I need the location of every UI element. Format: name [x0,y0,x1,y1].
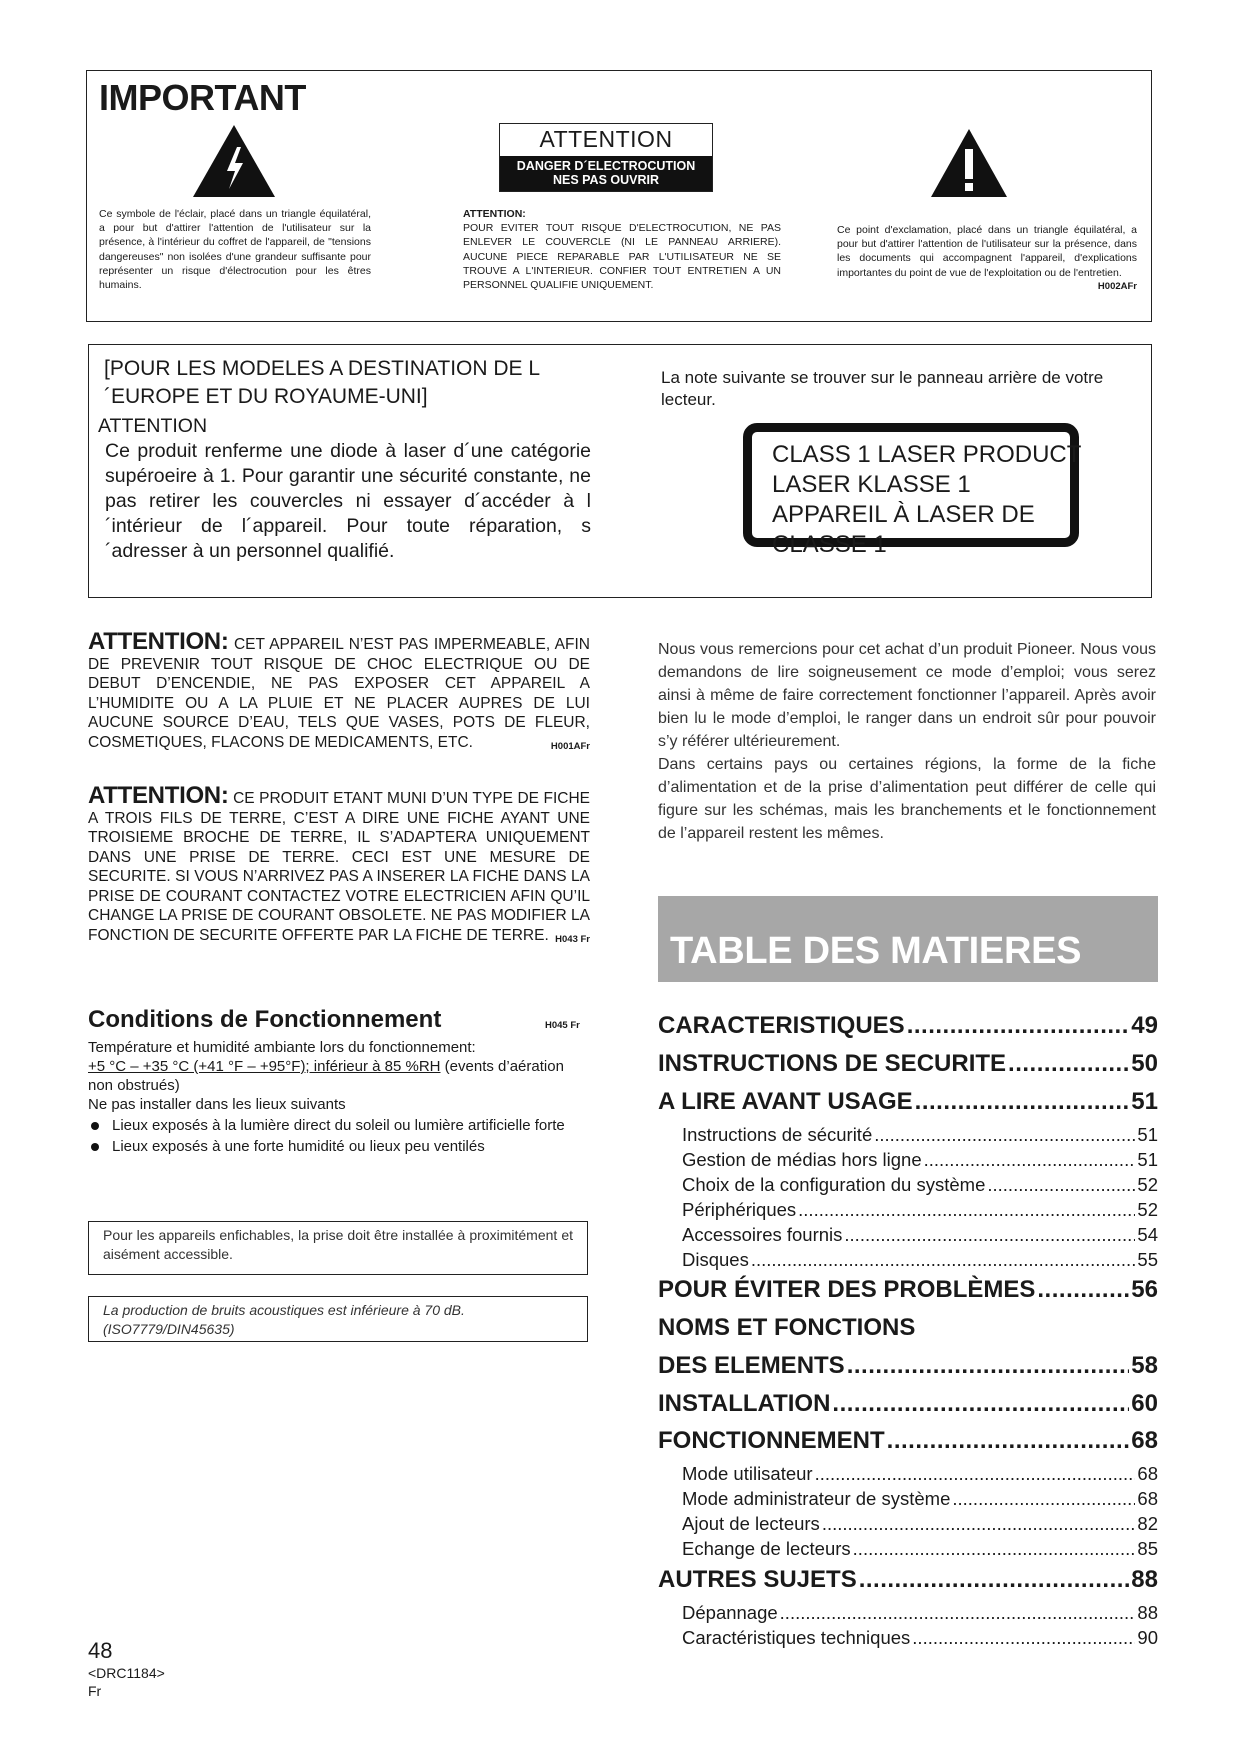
warning-text: CE PRODUIT ETANT MUNI D’UN TYPE DE FICHE A TROIS FILS DE TERRE, C’EST A DIRE UNE FICHE AYANT UNE TROISIEME BROCHE DE TERRE, IL S’ADAPTERA UNIQUEMENT DANS UNE PRISE DE TERRE. CECI EST UNE MESURE DE SECURITE. SI VOUS N’ARRIVEZ PAS A INSERER LA FICHE DANS LA PRISE DE COURANT CONTACTEZ VOTRE ELECTRICIEN AFIN QU’IL CHANGE LA PRISE DE COURANT OBSOLETE. NE PAS MODIFIER LA FONCTION DE SECURITE OFFERTE PAR LA FICHE DE TERRE. [88,790,590,944]
toc-entry-label: Gestion de médias hors ligne [682,1149,922,1170]
list-item-text: Lieux exposés à la lumière direct du soleil ou lumière artificielle forte [112,1117,565,1134]
toc-leader [832,1390,1129,1418]
intro-paragraph: Nous vous remercions pour cet achat d’un produit Pioneer. Nous vous demandons de lire soigneusement ce mode d’emploi; vous serez ainsi à même de faire correctement fonctionner l’appareil. Après avoir bien lu le mode d’emploi, le ranger dans un endroit sûr pour pouvoir s’y référer ultérieurement. [658,641,1156,750]
reference-code: H043 Fr [555,933,590,945]
page-footer [88,1638,165,1700]
toc-entry-page: 52 [1137,1199,1158,1220]
toc-entry-page: 51 [1137,1124,1158,1145]
toc-entry-label: Caractéristiques techniques [682,1627,911,1648]
toc-entry-label: DES ELEMENTS [658,1352,845,1379]
toc-subentry[interactable] [658,1224,1158,1246]
reference-code: H001AFr [550,740,590,752]
language-code: Fr [88,1683,102,1699]
toc-leader [847,1352,1130,1380]
important-box [86,70,1152,322]
toc-entry[interactable] [658,1012,1158,1040]
toc-leader [798,1199,1135,1221]
toc-entry-page: 68 [1137,1463,1158,1484]
toc-entry[interactable] [658,1314,1158,1342]
toc-leader [859,1566,1130,1594]
important-title: IMPORTANT [99,77,306,118]
toc-entry-label: Echange de lecteurs [682,1538,851,1559]
toc-subentry[interactable] [658,1124,1158,1146]
conditions-range: +5 °C – +35 °C (+41 °F – +95°F); inférieur à 85 %RH [88,1058,441,1075]
toc-leader [853,1538,1136,1560]
toc-entry-label: Mode utilisateur [682,1463,813,1484]
toc-entry-page: 90 [1137,1627,1158,1648]
europe-attention: ATTENTION [98,415,208,437]
toc-entry-page: 54 [1137,1224,1158,1245]
toc-leader [844,1224,1135,1246]
warning-lead: ATTENTION: [88,782,229,809]
attention-label-header: ATTENTION [539,126,673,152]
toc-leader [815,1463,1136,1485]
conditions-title: Conditions de Fonctionnement [88,1006,442,1033]
toc-entry-page: 49 [1131,1012,1158,1039]
toc-subentry[interactable] [658,1174,1158,1196]
toc-entry[interactable] [658,1427,1158,1455]
toc-entry-label: AUTRES SUJETS [658,1566,857,1593]
conditions-line: Ne pas installer dans les lieux suivants [88,1096,346,1113]
bullet-icon [91,1143,99,1151]
toc-subentry[interactable] [658,1149,1158,1171]
toc-entry-label: POUR ÉVITER DES PROBLÈMES [658,1276,1036,1303]
toc-subentry[interactable] [658,1538,1158,1560]
lightning-warning-icon [191,123,277,199]
toc-subentry[interactable] [658,1627,1158,1649]
toc-leader [907,1012,1130,1040]
toc-leader [822,1513,1136,1535]
toc-subentry[interactable] [658,1602,1158,1624]
attention-instruction [463,207,781,292]
warning-text: CET APPAREIL N’EST PAS IMPERMEABLE, AFIN DE PREVENIR TOUT RISQUE DE CHOC ELECTRIQUE OU DE DEBUT D’ENCENDIE, NE PAS EXPOSER CET APPAREIL A L’HUMIDITE OU A LA PLUIE ET NE PLACER AUPRES DE LUI AUCUNE SOURCE D’EAU, TELS QUE VASES, POTS DE FLEUR, COSMETIQUES, FLACONS DE MEDICAMENTS, ETC. [88,636,590,751]
intro-paragraph: Dans certains pays ou certaines régions, la forme de la fiche d’alimentation et de la prise d’alimentation peut différer de celle qui figure sur les schémas, mais les branchements et le fonctionnement de l’appareil restent les mêmes. [658,756,1156,842]
laser-label-line: CLASS 1 LASER PRODUCT [772,441,1082,468]
conditions-list [88,1116,590,1158]
toc-entry[interactable] [658,1050,1158,1078]
toc-leader [751,1249,1136,1271]
toc-entry-page: 55 [1137,1249,1158,1270]
toc-subentry[interactable] [658,1463,1158,1485]
ground-plug-warning [88,782,590,949]
toc-entry-label: Instructions de sécurité [682,1124,873,1145]
attention-instruction-heading: ATTENTION: [463,208,526,220]
reference-code: H002AFr [1097,280,1137,292]
europe-heading: [POUR LES MODELES A DESTINATION DE L´EUROPE ET DU ROYAUME-UNI] [104,357,541,408]
toc-entry[interactable] [658,1276,1158,1304]
toc-entry[interactable] [658,1088,1158,1116]
rear-panel-note: La note suivante se trouver sur le panneau arrière de votre lecteur. [661,368,1104,409]
toc-leader [1037,1276,1129,1304]
noise-note: La production de bruits acoustiques est inférieure à 70 dB. (ISO7779/DIN45635) [88,1296,588,1342]
list-item-text: Lieux exposés à une forte humidité ou lieux peu ventilés [112,1138,485,1155]
toc-leader [924,1149,1136,1171]
toc-entry-page: 68 [1137,1488,1158,1509]
toc-subentry[interactable] [658,1199,1158,1221]
toc-subentry[interactable] [658,1488,1158,1510]
toc-entry-label: Disques [682,1249,749,1270]
toc-leader [915,1088,1130,1116]
toc-leader [1008,1050,1129,1078]
europe-laser-warning: Ce produit renferme une diode à laser d´une catégorie supéroeire à 1. Pour garantir une sécurité constante, ne pas retirer les couvercles ni essayer d´accéder à l´intérieur de l´appareil. Pour toute réparation, s´adresser à un personnel qualifié. [105,440,591,562]
conditions-line: Température et humidité ambiante lors du fonctionnement: [88,1039,476,1056]
conditions-text [88,1038,590,1114]
exclamation-symbol-explanation [837,223,1137,294]
laser-label-line: APPAREIL À LASER DE [772,501,1035,528]
toc-leader [912,1627,1135,1649]
exclamation-explanation-text: Ce point d'exclamation, placé dans un triangle équilatéral, a pour but d'attirer l'attention de l'utilisateur sur la présence, dans les documents qui accompagnent l'appareil, d'explications importantes du point de vue de l'exploitation ou de l'entretien. [837,224,1137,279]
toc-entry-label: Choix de la configuration du système [682,1174,986,1195]
list-item [88,1116,590,1135]
toc-entry-label: CARACTERISTIQUES [658,1012,905,1039]
laser-class-label [743,423,1082,558]
toc-entry[interactable] [658,1390,1158,1418]
toc-entry-label: Ajout de lecteurs [682,1513,820,1534]
toc-entry[interactable] [658,1566,1158,1594]
toc-entry[interactable] [658,1352,1158,1380]
toc-entry-page: 88 [1131,1566,1158,1593]
attention-label-line2: NES PAS OUVRIR [552,173,660,187]
bullet-icon [91,1122,99,1130]
lightning-symbol-explanation: Ce symbole de l'éclair, placé dans un triangle équilatéral, a pour but d'attirer l'attention de l'utilisateur sur la présence, à l'intérieur du coffret de l'appareil, de "tensions dangereuses" non isolées d'une grandeur suffisante pour représenter un risque d'électrocution pour les êtres humains. [99,208,371,292]
toc-entry-page: 68 [1131,1427,1158,1454]
attention-label [499,123,713,192]
reference-code: H045 Fr [545,1020,580,1031]
toc-entry-page: 88 [1137,1602,1158,1623]
toc-entry-page: 82 [1137,1513,1158,1534]
toc-title: TABLE DES MATIERES [670,930,1082,972]
attention-label-line1: DANGER D´ELECTROCUTION [516,159,696,173]
toc-entry-page: 51 [1131,1088,1158,1115]
toc-leader [952,1488,1135,1510]
toc-entry-page: 58 [1131,1352,1158,1379]
toc-entry-label: NOMS ET FONCTIONS [658,1314,916,1341]
toc-leader [780,1602,1136,1624]
toc-entry-page: 52 [1137,1174,1158,1195]
toc-subentry[interactable] [658,1249,1158,1271]
conditions-range-tail: (events d’aération non obstrués) [88,1058,564,1094]
toc-entry-page: 51 [1137,1149,1158,1170]
toc-leader [874,1124,1135,1146]
toc-entry-label: INSTALLATION [658,1390,831,1417]
toc-subentry[interactable] [658,1513,1158,1535]
model-code: <DRC1184> [88,1665,165,1681]
attention-instruction-text: POUR EVITER TOUT RISQUE D'ELECTROCUTION, NE PAS ENLEVER LE COUVERCLE (NI LE PANNEAU ARRIERE). AUCUNE PIECE REPARABLE PAR L'UTILISATEUR NE SE TROUVE A L'INTERIEUR. CONFIER TOUT ENTRETIEN A UN PERSONNEL QUALIFIE UNIQUEMENT. [463,222,781,292]
toc-entry-label: Dépannage [682,1602,778,1623]
toc-entry-page: 85 [1137,1538,1158,1559]
toc-entry-label: INSTRUCTIONS DE SECURITE [658,1050,1007,1077]
exclamation-warning-icon [929,127,1009,199]
laser-label-line: LASER KLASSE 1 [772,471,971,498]
toc-entry-label: Mode administrateur de système [682,1488,951,1509]
attention-label-warning [500,156,712,191]
toc-entry-page: 60 [1131,1390,1158,1417]
toc-entry-page: 50 [1131,1050,1158,1077]
toc-leader [987,1174,1135,1196]
toc-entry-label: Accessoires fournis [682,1224,843,1245]
laser-label-line: CLASSE 1 [772,531,887,558]
toc-entry-label: FONCTIONNEMENT [658,1427,885,1454]
toc-entry-label: A LIRE AVANT USAGE [658,1088,913,1115]
toc-leader [887,1427,1130,1455]
list-item [88,1137,590,1156]
europe-laser-box [88,344,1152,598]
page-number: 48 [88,1638,113,1663]
plug-note: Pour les appareils enfichables, la prise doit être installée à proximitément et aisément accessible. [88,1221,588,1275]
toc-entry-label: Périphériques [682,1199,797,1220]
toc-entry-page: 56 [1131,1276,1158,1303]
toc-banner [658,896,1158,982]
warning-lead: ATTENTION: [88,628,229,655]
intro-text [658,638,1156,845]
water-warning [88,628,590,756]
